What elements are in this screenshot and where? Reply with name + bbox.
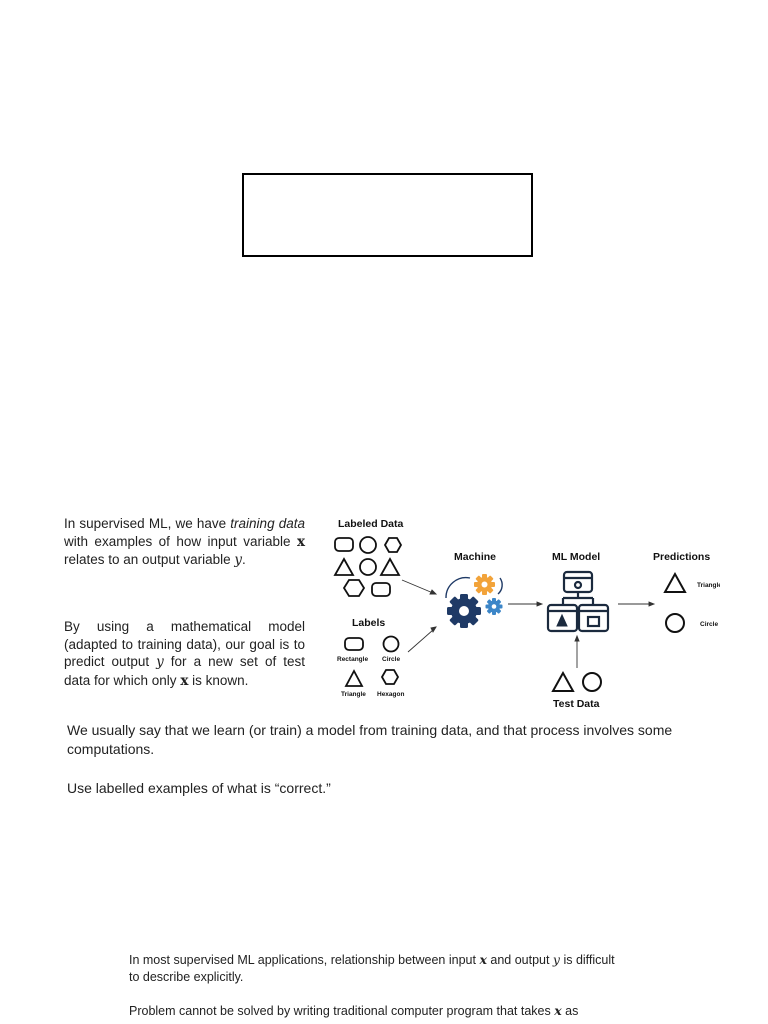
text-span: In most supervised ML applications, relationship between input xyxy=(129,953,480,967)
triangle-shape xyxy=(335,559,353,575)
arrow-head xyxy=(575,636,579,641)
circle-shape xyxy=(666,614,684,632)
label-circle: Circle xyxy=(382,656,401,663)
labeled-data-shapes xyxy=(335,537,401,596)
ml-model-icon xyxy=(548,572,608,631)
label-hexagon: Hexagon xyxy=(377,691,405,698)
test-data-shapes xyxy=(553,673,601,691)
text-span: with examples of how input variable xyxy=(64,533,297,549)
model-goal-paragraph xyxy=(64,618,305,690)
text-span: and output xyxy=(486,953,553,967)
gear-icon xyxy=(446,574,503,628)
rectangle-shape xyxy=(335,538,353,551)
rectangle-shape xyxy=(372,583,390,596)
training-data-emphasis: training data xyxy=(230,516,305,531)
text-span: By using a mathematical model (adapted to training data), our goal is to predict output xyxy=(64,619,305,669)
x-symbol: x xyxy=(180,672,189,689)
triangle-shape xyxy=(553,673,573,691)
hexagon-shape xyxy=(385,538,401,552)
y-symbol: y xyxy=(234,552,242,568)
text-span: . xyxy=(242,552,246,567)
text-span: is known. xyxy=(188,672,249,688)
arrow-head xyxy=(649,602,654,606)
empty-frame xyxy=(242,173,533,257)
predictions-title: Predictions xyxy=(653,551,711,563)
supervised-learning-diagram xyxy=(330,510,720,715)
x-symbol: x xyxy=(554,1003,562,1018)
label-triangle: Triangle xyxy=(341,691,366,698)
prediction-label-2: Circle xyxy=(700,621,719,628)
text-span: Problem cannot be solved by writing traditional computer program that takes xyxy=(129,1004,555,1018)
text-span: relates to an output variable xyxy=(64,552,235,567)
triangle-shape xyxy=(665,574,685,592)
text-span: In supervised ML, we have xyxy=(64,516,231,531)
circle-shape xyxy=(583,673,601,691)
relationship-paragraph xyxy=(129,951,619,986)
triangle-shape xyxy=(381,559,399,575)
y-symbol: y xyxy=(552,952,560,967)
labels-title: Labels xyxy=(352,617,386,629)
text-span: as xyxy=(561,1004,579,1018)
x-symbol: x xyxy=(479,952,487,967)
x-symbol: x xyxy=(296,533,305,550)
label-rectangle: Rectangle xyxy=(337,656,369,663)
circle-shape xyxy=(384,637,399,652)
circle-shape xyxy=(360,537,376,553)
rectangle-shape xyxy=(345,638,363,650)
supervised-intro-paragraph xyxy=(64,515,305,570)
ml-model-title: ML Model xyxy=(552,551,601,563)
test-data-title: Test Data xyxy=(553,698,600,710)
arrows xyxy=(402,580,654,668)
labelled-examples-paragraph: Use labelled examples of what is “correct.” xyxy=(67,780,331,796)
y-symbol: y xyxy=(156,654,164,670)
prediction-shapes xyxy=(665,574,685,632)
svg-text:.: . xyxy=(551,682,552,683)
arrow-head xyxy=(537,602,542,606)
prediction-label-1: Triangle xyxy=(697,582,720,589)
hexagon-shape xyxy=(382,670,398,684)
machine-title: Machine xyxy=(454,551,497,563)
learn-train-paragraph: We usually say that we learn (or train) a model from training data, and that process involves some computations. xyxy=(67,722,673,757)
hexagon-shape xyxy=(344,580,364,596)
arrow-head xyxy=(430,590,436,594)
text-span: is difficult to describe explicitly. xyxy=(129,953,615,984)
text-span: for a new set of test data for which only xyxy=(64,654,306,688)
circle-shape xyxy=(360,559,376,575)
arrow-line xyxy=(402,580,433,593)
labeled-data-title: Labeled Data xyxy=(338,518,404,530)
arrow-line xyxy=(408,630,433,652)
traditional-program-paragraph xyxy=(129,1002,619,1020)
triangle-shape xyxy=(346,671,362,686)
